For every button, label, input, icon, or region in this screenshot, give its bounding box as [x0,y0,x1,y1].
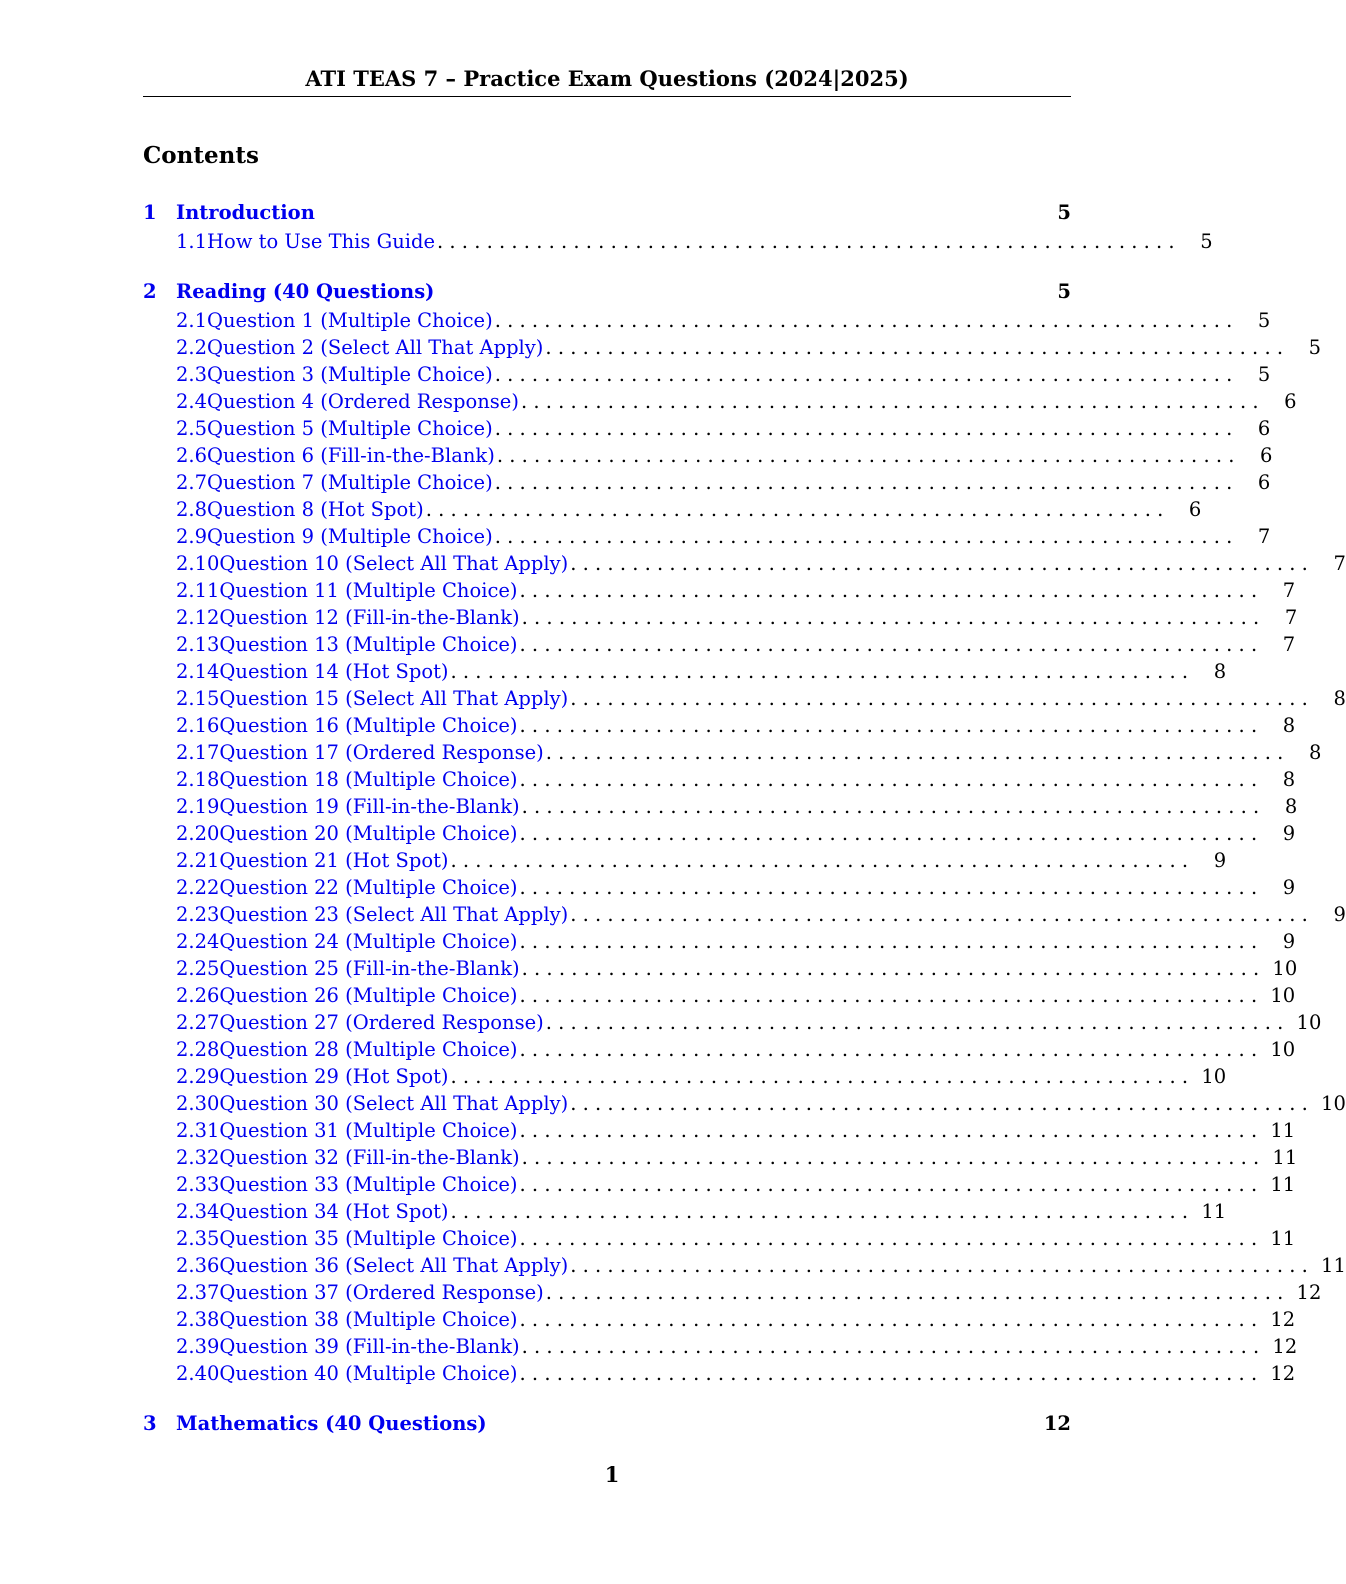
toc-page-number: 8 [1333,687,1346,710]
toc-page-number: 8 [1308,741,1322,764]
toc-page-number: 5 [1308,336,1322,359]
toc-entry-link[interactable]: Question 35 (Multiple Choice) [219,1227,518,1250]
toc-dot-leader: . . . . . . . . . . . . . . . . . . . . . . . . . . . . . . . . . . . . . . . . . . . . . . . . . . . . . . . . . . . . [450,849,1189,872]
toc-dot-leader: . . . . . . . . . . . . . . . . . . . . . . . . . . . . . . . . . . . . . . . . . . . . . . . . . . . . . . . . . . . . [545,741,1284,764]
toc-entry-number[interactable]: 2.5 [176,417,208,440]
toc-subsection-entry[interactable] [143,847,1227,874]
toc-page-number: 6 [1188,498,1202,521]
toc-entry-number[interactable]: 2.17 [176,741,220,764]
toc-entry-link[interactable]: Question 2 (Select All That Apply) [207,336,544,359]
toc-subsection-entry[interactable] [143,739,1322,766]
toc-page-number: 8 [1284,795,1298,818]
toc-entry-link[interactable]: Question 26 (Multiple Choice) [219,984,518,1007]
toc-page-number: 11 [1321,1254,1346,1277]
toc-dot-leader: . . . . . . . . . . . . . . . . . . . . . . . . . . . . . . . . . . . . . . . . . . . . . . . . . . . . . . . . . . . . [519,1119,1258,1142]
toc-entry-link[interactable]: Question 8 (Hot Spot) [207,498,424,521]
toc-entry-link[interactable]: How to Use This Guide [207,230,436,253]
toc-entry-number[interactable]: 2.11 [176,579,220,602]
toc-page-number: 10 [1272,957,1298,980]
toc-entry-number[interactable]: 2.14 [176,660,220,683]
toc-page-number: 10 [1270,984,1296,1007]
toc-subsection-entry[interactable] [143,469,1271,496]
toc-dot-leader: . . . . . . . . . . . . . . . . . . . . . . . . . . . . . . . . . . . . . . . . . . . . . . . . . . . . . . . . . . . . [519,1362,1258,1385]
toc-entry-link[interactable]: Question 37 (Ordered Response) [219,1281,544,1304]
toc-entry-link[interactable]: Introduction [176,201,315,224]
toc-subsection-entry[interactable] [143,1171,1296,1198]
toc-dot-leader: . . . . . . . . . . . . . . . . . . . . . . . . . . . . . . . . . . . . . . . . . . . . . . . . . . . . . . . . . . . . [519,579,1258,602]
toc-entry-number[interactable]: 2.37 [176,1281,220,1304]
toc-page-number: 8 [1282,714,1296,737]
toc-subsection-entry[interactable] [143,550,1346,577]
toc-page-number: 12 [1270,1308,1296,1331]
toc-entry-link[interactable]: Question 5 (Multiple Choice) [207,417,493,440]
toc-page-number: 7 [1284,606,1298,629]
toc-page-number: 9 [1213,849,1227,872]
toc-entry-number[interactable]: 2.8 [176,498,208,521]
toc-entry-number[interactable]: 2.22 [176,876,220,899]
toc-entry-link[interactable]: Question 14 (Hot Spot) [219,660,449,683]
toc-subsection-entry[interactable] [143,955,1298,982]
toc-entry-number[interactable]: 2.2 [176,336,208,359]
toc-subsection-entry[interactable] [143,1360,1296,1387]
toc-entry-number[interactable]: 1 [143,201,157,224]
toc-dot-leader: . . . . . . . . . . . . . . . . . . . . . . . . . . . . . . . . . . . . . . . . . . . . . . . . . . . . . . . . . . . . [520,390,1259,413]
toc-dot-leader: . . . . . . . . . . . . . . . . . . . . . . . . . . . . . . . . . . . . . . . . . . . . . . . . . . . . . . . . . . . . [437,230,1175,253]
toc-section-entry[interactable] [143,276,1071,307]
toc-subsection-entry[interactable] [143,415,1271,442]
toc-entry-link[interactable]: Question 40 (Multiple Choice) [219,1362,518,1385]
toc-entry-number[interactable]: 2.36 [176,1254,220,1277]
toc-entry-number[interactable]: 1.1 [176,230,208,253]
toc-entry-number[interactable]: 2.6 [176,444,208,467]
toc-entry-link[interactable]: Question 27 (Ordered Response) [219,1011,544,1034]
toc-entry-number[interactable]: 2.32 [176,1146,220,1169]
toc-page-number: 5 [1057,201,1071,224]
toc-dot-leader: . . . . . . . . . . . . . . . . . . . . . . . . . . . . . . . . . . . . . . . . . . . . . . . . . . . . . . . . . . . . [494,363,1233,386]
toc-entry-link[interactable]: Question 34 (Hot Spot) [219,1200,449,1223]
toc-entry-number[interactable]: 2.20 [176,822,220,845]
toc-entry-number[interactable]: 2.27 [176,1011,220,1034]
toc-subsection-entry[interactable] [143,901,1346,928]
toc-entry-link[interactable]: Question 33 (Multiple Choice) [219,1173,518,1196]
toc-page-number: 10 [1321,1092,1346,1115]
toc-entry-link[interactable]: Question 32 (Fill-in-the-Blank) [219,1146,520,1169]
toc-page-number: 6 [1284,390,1297,413]
toc-page-number: 6 [1260,444,1273,467]
toc-entry-number[interactable]: 2.19 [176,795,220,818]
contents-heading: Contents [143,142,259,169]
toc-page-number: 7 [1257,525,1271,548]
toc-subsection-entry[interactable] [143,1144,1298,1171]
toc-subsection-entry[interactable] [143,496,1202,523]
toc-dot-leader: . . . . . . . . . . . . . . . . . . . . . . . . . . . . . . . . . . . . . . . . . . . . . . . . . . . . . . . . . . . . [519,1038,1258,1061]
toc-dot-leader: . . . . . . . . . . . . . . . . . . . . . . . . . . . . . . . . . . . . . . . . . . . . . . . . . . . . . . . . . . . . [494,525,1233,548]
toc-subsection-entry[interactable] [143,658,1227,685]
toc-section-entry[interactable] [143,197,1071,228]
toc-subsection-entry[interactable] [143,1279,1322,1306]
toc-entry-number[interactable]: 2.21 [176,849,220,872]
toc-dot-leader: . . . . . . . . . . . . . . . . . . . . . . . . . . . . . . . . . . . . . . . . . . . . . . . . . . . . . . . . . . . . [545,336,1284,359]
toc-page-number: 5 [1200,230,1213,253]
toc-dot-leader: . . . . . . . . . . . . . . . . . . . . . . . . . . . . . . . . . . . . . . . . . . . . . . . . . . . . . . . . . . . . [570,552,1308,575]
toc-dot-leader: . . . . . . . . . . . . . . . . . . . . . . . . . . . . . . . . . . . . . . . . . . . . . . . . . . . . . . . . . . . . [519,822,1258,845]
toc-subsection-entry[interactable] [143,1117,1296,1144]
toc-dot-leader: . . . . . . . . . . . . . . . . . . . . . . . . . . . . . . . . . . . . . . . . . . . . . . . . . . . . . . . . . . . . [521,957,1260,980]
toc-dot-leader: . . . . . . . . . . . . . . . . . . . . . . . . . . . . . . . . . . . . . . . . . . . . . . . . . . . . . . . . . . . . [425,498,1164,521]
running-header: ATI TEAS 7 – Practice Exam Questions (2024|2025) [143,64,1071,97]
toc-dot-leader: . . . . . . . . . . . . . . . . . . . . . . . . . . . . . . . . . . . . . . . . . . . . . . . . . . . . . . . . . . . . [450,660,1189,683]
toc-entry-number[interactable]: 2.30 [176,1092,220,1115]
toc-page-number: 5 [1257,309,1271,332]
toc-dot-leader: . . . . . . . . . . . . . . . . . . . . . . . . . . . . . . . . . . . . . . . . . . . . . . . . . . . . . . . . . . . . [519,930,1258,953]
toc-subsection-entry[interactable] [143,604,1298,631]
toc-page-number: 11 [1270,1119,1296,1142]
toc-subsection-entry[interactable] [143,1306,1296,1333]
toc-dot-leader: . . . . . . . . . . . . . . . . . . . . . . . . . . . . . . . . . . . . . . . . . . . . . . . . . . . . . . . . . . . . [519,876,1258,899]
toc-dot-leader: . . . . . . . . . . . . . . . . . . . . . . . . . . . . . . . . . . . . . . . . . . . . . . . . . . . . . . . . . . . . [570,903,1308,926]
toc-dot-leader: . . . . . . . . . . . . . . . . . . . . . . . . . . . . . . . . . . . . . . . . . . . . . . . . . . . . . . . . . . . . [519,633,1258,656]
toc-page-number: 10 [1201,1065,1227,1088]
toc-page-number: 8 [1213,660,1227,683]
toc-dot-leader: . . . . . . . . . . . . . . . . . . . . . . . . . . . . . . . . . . . . . . . . . . . . . . . . . . . . . . . . . . . . [450,1065,1189,1088]
toc-entry-number[interactable]: 2.3 [176,363,208,386]
toc-subsection-entry[interactable] [143,712,1296,739]
toc-dot-leader: . . . . . . . . . . . . . . . . . . . . . . . . . . . . . . . . . . . . . . . . . . . . . . . . . . . . . . . . . . . . [570,1254,1308,1277]
toc-dot-leader: . . . . . . . . . . . . . . . . . . . . . . . . . . . . . . . . . . . . . . . . . . . . . . . . . . . . . . . . . . . . [545,1011,1284,1034]
toc-entry-link[interactable]: Question 4 (Ordered Response) [207,390,519,413]
toc-dot-leader: . . . . . . . . . . . . . . . . . . . . . . . . . . . . . . . . . . . . . . . . . . . . . . . . . . . . . . . . . . . . [519,714,1258,737]
toc-entry-link[interactable]: Question 23 (Select All That Apply) [219,903,569,926]
toc-entry-number[interactable]: 2.9 [176,525,208,548]
toc-entry-number[interactable]: 2.38 [176,1308,220,1331]
toc-entry-link[interactable]: Question 21 (Hot Spot) [219,849,449,872]
toc-entry-number[interactable]: 2.29 [176,1065,220,1088]
toc-page-number: 11 [1272,1146,1298,1169]
toc-entry-number[interactable]: 2.18 [176,768,220,791]
toc-dot-leader: . . . . . . . . . . . . . . . . . . . . . . . . . . . . . . . . . . . . . . . . . . . . . . . . . . . . . . . . . . . . [519,1308,1258,1331]
toc-entry-number[interactable]: 2.31 [176,1119,220,1142]
toc-subsection-entry[interactable] [143,442,1273,469]
toc-entry-link[interactable]: Question 7 (Multiple Choice) [207,471,493,494]
toc-dot-leader: . . . . . . . . . . . . . . . . . . . . . . . . . . . . . . . . . . . . . . . . . . . . . . . . . . . . . . . . . . . . [519,1173,1258,1196]
toc-dot-leader: . . . . . . . . . . . . . . . . . . . . . . . . . . . . . . . . . . . . . . . . . . . . . . . . . . . . . . . . . . . . [521,1146,1260,1169]
toc-entry-number[interactable]: 2.25 [176,957,220,980]
toc-subsection-entry[interactable] [143,361,1271,388]
toc-entry-link[interactable]: Question 6 (Fill-in-the-Blank) [207,444,495,467]
toc-entry-link[interactable]: Question 22 (Multiple Choice) [219,876,518,899]
toc-entry-link[interactable]: Question 30 (Select All That Apply) [219,1092,569,1115]
toc-entry-number[interactable]: 2.16 [176,714,220,737]
toc-entry-number[interactable]: 2.4 [176,390,208,413]
toc-entry-link[interactable]: Question 18 (Multiple Choice) [219,768,518,791]
toc-subsection-entry[interactable] [143,766,1296,793]
toc-entry-number[interactable]: 2.34 [176,1200,220,1223]
toc-entry-link[interactable]: Question 16 (Multiple Choice) [219,714,518,737]
toc-entry-link[interactable]: Question 38 (Multiple Choice) [219,1308,518,1331]
toc-subsection-entry[interactable] [143,1063,1227,1090]
toc-subsection-entry[interactable] [143,1009,1322,1036]
toc-page-number: 12 [1272,1335,1298,1358]
toc-page-number: 9 [1282,876,1296,899]
toc-subsection-entry[interactable] [143,928,1296,955]
toc-subsection-entry[interactable] [143,1252,1346,1279]
toc-entry-number[interactable]: 2.33 [176,1173,220,1196]
toc-page-number: 6 [1257,471,1271,494]
toc-subsection-entry[interactable] [143,1198,1227,1225]
toc-page-number: 11 [1270,1227,1296,1250]
toc-entry-number[interactable]: 2.10 [176,552,220,575]
toc-page-number: 6 [1257,417,1271,440]
toc-subsection-entry[interactable] [143,388,1297,415]
toc-page-number: 11 [1270,1173,1296,1196]
toc-dot-leader: . . . . . . . . . . . . . . . . . . . . . . . . . . . . . . . . . . . . . . . . . . . . . . . . . . . . . . . . . . . . [494,471,1233,494]
toc-dot-leader: . . . . . . . . . . . . . . . . . . . . . . . . . . . . . . . . . . . . . . . . . . . . . . . . . . . . . . . . . . . . [519,984,1258,1007]
toc-entry-link[interactable]: Mathematics (40 Questions) [176,1412,487,1435]
toc-entry-link[interactable]: Question 13 (Multiple Choice) [219,633,518,656]
toc-entry-link[interactable]: Question 39 (Fill-in-the-Blank) [219,1335,520,1358]
toc-entry-link[interactable]: Question 25 (Fill-in-the-Blank) [219,957,520,980]
toc-subsection-entry[interactable] [143,1333,1298,1360]
toc-subsection-entry[interactable] [143,631,1296,658]
toc-dot-leader: . . . . . . . . . . . . . . . . . . . . . . . . . . . . . . . . . . . . . . . . . . . . . . . . . . . . . . . . . . . . [545,1281,1284,1304]
toc-entry-link[interactable]: Question 11 (Multiple Choice) [219,579,518,602]
toc-page-number: 12 [1296,1281,1322,1304]
toc-subsection-entry[interactable] [143,228,1213,255]
toc-page-number: 10 [1270,1038,1296,1061]
toc-entry-number[interactable]: 2.35 [176,1227,220,1250]
toc-entry-link[interactable]: Question 31 (Multiple Choice) [219,1119,518,1142]
toc-page-number: 7 [1282,633,1296,656]
toc-subsection-entry[interactable] [143,1090,1346,1117]
toc-entry-link[interactable]: Question 19 (Fill-in-the-Blank) [219,795,520,818]
toc-entry-link[interactable]: Question 29 (Hot Spot) [219,1065,449,1088]
toc-subsection-entry[interactable] [143,577,1296,604]
toc-entry-number[interactable]: 2 [143,280,157,303]
toc-subsection-entry[interactable] [143,307,1271,334]
toc-page-number: 12 [1043,1412,1071,1435]
toc-subsection-entry[interactable] [143,874,1296,901]
toc-entry-link[interactable]: Question 9 (Multiple Choice) [207,525,493,548]
toc-subsection-entry[interactable] [143,793,1298,820]
toc-page-number: 9 [1282,822,1296,845]
toc-subsection-entry[interactable] [143,685,1346,712]
toc-subsection-entry[interactable] [143,820,1296,847]
toc-entry-number[interactable]: 2.1 [176,309,208,332]
toc-page-number: 11 [1201,1200,1227,1223]
toc-subsection-entry[interactable] [143,334,1322,361]
table-of-contents [143,197,1346,1439]
toc-dot-leader: . . . . . . . . . . . . . . . . . . . . . . . . . . . . . . . . . . . . . . . . . . . . . . . . . . . . . . . . . . . . [519,768,1258,791]
toc-subsection-entry[interactable] [143,982,1296,1009]
toc-dot-leader: . . . . . . . . . . . . . . . . . . . . . . . . . . . . . . . . . . . . . . . . . . . . . . . . . . . . . . . . . . . . [570,687,1308,710]
toc-section-entry[interactable] [143,1408,1071,1439]
toc-page-number: 5 [1257,363,1271,386]
toc-page-number: 9 [1333,903,1346,926]
toc-entry-link[interactable]: Question 3 (Multiple Choice) [207,363,493,386]
toc-subsection-entry[interactable] [143,1036,1296,1063]
toc-dot-leader: . . . . . . . . . . . . . . . . . . . . . . . . . . . . . . . . . . . . . . . . . . . . . . . . . . . . . . . . . . . . [519,1227,1258,1250]
toc-page-number: 12 [1270,1362,1296,1385]
toc-entry-number[interactable]: 3 [143,1412,157,1435]
toc-entry-link[interactable]: Question 36 (Select All That Apply) [219,1254,569,1277]
toc-page-number: 9 [1282,930,1296,953]
toc-dot-leader: . . . . . . . . . . . . . . . . . . . . . . . . . . . . . . . . . . . . . . . . . . . . . . . . . . . . . . . . . . . . [521,606,1260,629]
toc-entry-link[interactable]: Question 20 (Multiple Choice) [219,822,518,845]
toc-entry-number[interactable]: 2.24 [176,930,220,953]
toc-page-number: 7 [1333,552,1346,575]
toc-entry-number[interactable]: 2.23 [176,903,220,926]
toc-entry-link[interactable]: Question 1 (Multiple Choice) [207,309,493,332]
toc-page-number: 10 [1296,1011,1322,1034]
toc-entry-link[interactable]: Question 15 (Select All That Apply) [219,687,569,710]
toc-entry-number[interactable]: 2.15 [176,687,220,710]
toc-entry-number[interactable]: 2.39 [176,1335,220,1358]
toc-page-number: 7 [1282,579,1296,602]
toc-entry-number[interactable]: 2.12 [176,606,220,629]
toc-dot-leader: . . . . . . . . . . . . . . . . . . . . . . . . . . . . . . . . . . . . . . . . . . . . . . . . . . . . . . . . . . . . [521,1335,1260,1358]
toc-entry-number[interactable]: 2.7 [176,471,208,494]
toc-dot-leader: . . . . . . . . . . . . . . . . . . . . . . . . . . . . . . . . . . . . . . . . . . . . . . . . . . . . . . . . . . . . [494,309,1233,332]
toc-entry-link[interactable]: Question 10 (Select All That Apply) [219,552,569,575]
toc-dot-leader: . . . . . . . . . . . . . . . . . . . . . . . . . . . . . . . . . . . . . . . . . . . . . . . . . . . . . . . . . . . . [521,795,1260,818]
toc-entry-link[interactable]: Question 24 (Multiple Choice) [219,930,518,953]
toc-page-number: 8 [1282,768,1296,791]
toc-entry-link[interactable]: Reading (40 Questions) [176,280,435,303]
toc-dot-leader: . . . . . . . . . . . . . . . . . . . . . . . . . . . . . . . . . . . . . . . . . . . . . . . . . . . . . . . . . . . . [450,1200,1189,1223]
toc-page-number: 5 [1057,280,1071,303]
toc-entry-link[interactable]: Question 17 (Ordered Response) [219,741,544,764]
page-number: 1 [604,1462,620,1487]
toc-subsection-entry[interactable] [143,523,1271,550]
toc-dot-leader: . . . . . . . . . . . . . . . . . . . . . . . . . . . . . . . . . . . . . . . . . . . . . . . . . . . . . . . . . . . . [570,1092,1308,1115]
toc-entry-link[interactable]: Question 12 (Fill-in-the-Blank) [219,606,520,629]
toc-dot-leader: . . . . . . . . . . . . . . . . . . . . . . . . . . . . . . . . . . . . . . . . . . . . . . . . . . . . . . . . . . . . [496,444,1235,467]
toc-entry-number[interactable]: 2.28 [176,1038,220,1061]
toc-entry-number[interactable]: 2.13 [176,633,220,656]
toc-dot-leader: . . . . . . . . . . . . . . . . . . . . . . . . . . . . . . . . . . . . . . . . . . . . . . . . . . . . . . . . . . . . [494,417,1233,440]
toc-entry-number[interactable]: 2.40 [176,1362,220,1385]
toc-entry-number[interactable]: 2.26 [176,984,220,1007]
toc-entry-link[interactable]: Question 28 (Multiple Choice) [219,1038,518,1061]
toc-subsection-entry[interactable] [143,1225,1296,1252]
